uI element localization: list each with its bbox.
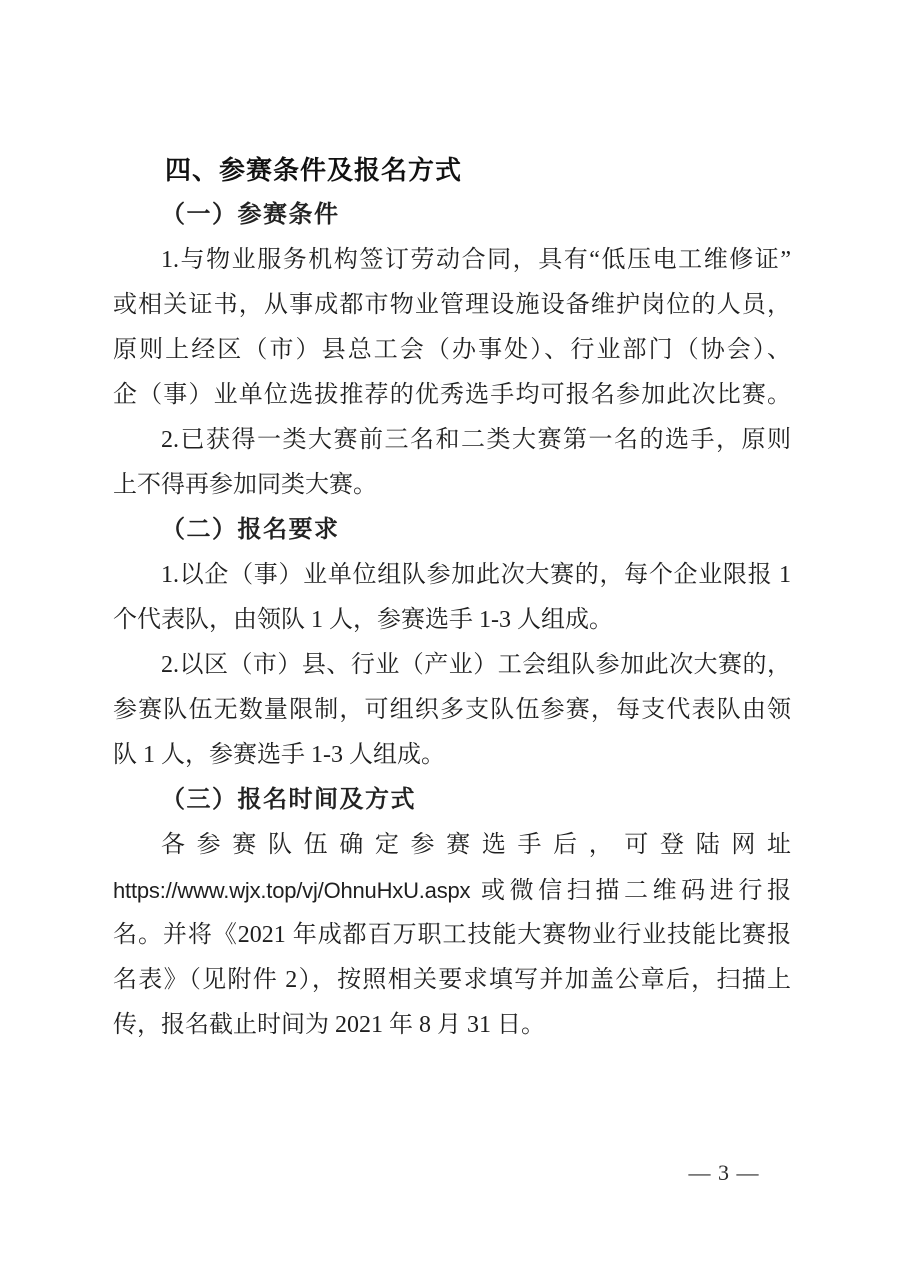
doc-text-line: 上不得再参加同类大赛。 xyxy=(113,472,377,498)
registration-url: https://www.wjx.top/vj/OhnuHxU.aspx xyxy=(113,878,471,903)
document-text-block xyxy=(113,148,791,1048)
doc-text-line: 传，报名截止时间为 2021 年 8 月 31 日。 xyxy=(113,1012,545,1038)
doc-text-line: 2.已获得一类大赛前三名和二类大赛第一名的选手，原则 xyxy=(161,427,791,453)
doc-text-line: 或相关证书，从事成都市物业管理设施设备维护岗位的人员， xyxy=(113,292,791,318)
doc-text-line xyxy=(113,868,791,913)
subsection-heading-3: （三）报名时间及方式 xyxy=(161,787,416,813)
doc-text-line: 1.与物业服务机构签订劳动合同，具有“低压电工维修证” xyxy=(161,247,791,273)
doc-text-line: 队 1 人，参赛选手 1-3 人组成。 xyxy=(113,742,445,768)
subsection-heading-1: （一）参赛条件 xyxy=(161,202,340,228)
doc-text-line: 名表》（见附件 2），按照相关要求填写并加盖公章后，扫描上 xyxy=(113,967,791,993)
doc-text-line: 各参赛队伍确定参赛选手后，可登陆网址 xyxy=(161,832,791,858)
doc-text-line: 1.以企（事）业单位组队参加此次大赛的，每个企业限报 1 xyxy=(161,562,791,588)
doc-text-line: 参赛队伍无数量限制，可组织多支队伍参赛，每支代表队由领 xyxy=(113,697,791,723)
doc-title: 四、参赛条件及报名方式 xyxy=(165,155,463,185)
page-number: — 3 — xyxy=(688,1160,760,1185)
doc-text-line: 企（事）业单位选拔推荐的优秀选手均可报名参加此次比赛。 xyxy=(113,382,791,408)
subsection-heading-2: （二）报名要求 xyxy=(161,517,340,543)
doc-text-segment: 或微信扫描二维码进行报 xyxy=(470,878,791,904)
doc-text-line: 2.以区（市）县、行业（产业）工会组队参加此次大赛的， xyxy=(161,652,791,678)
doc-text-line: 名。并将《2021 年成都百万职工技能大赛物业行业技能比赛报 xyxy=(113,922,791,948)
doc-text-line: 原则上经区（市）县总工会（办事处）、行业部门（协会）、 xyxy=(113,337,791,363)
doc-text-line: 个代表队，由领队 1 人，参赛选手 1-3 人组成。 xyxy=(113,607,613,633)
